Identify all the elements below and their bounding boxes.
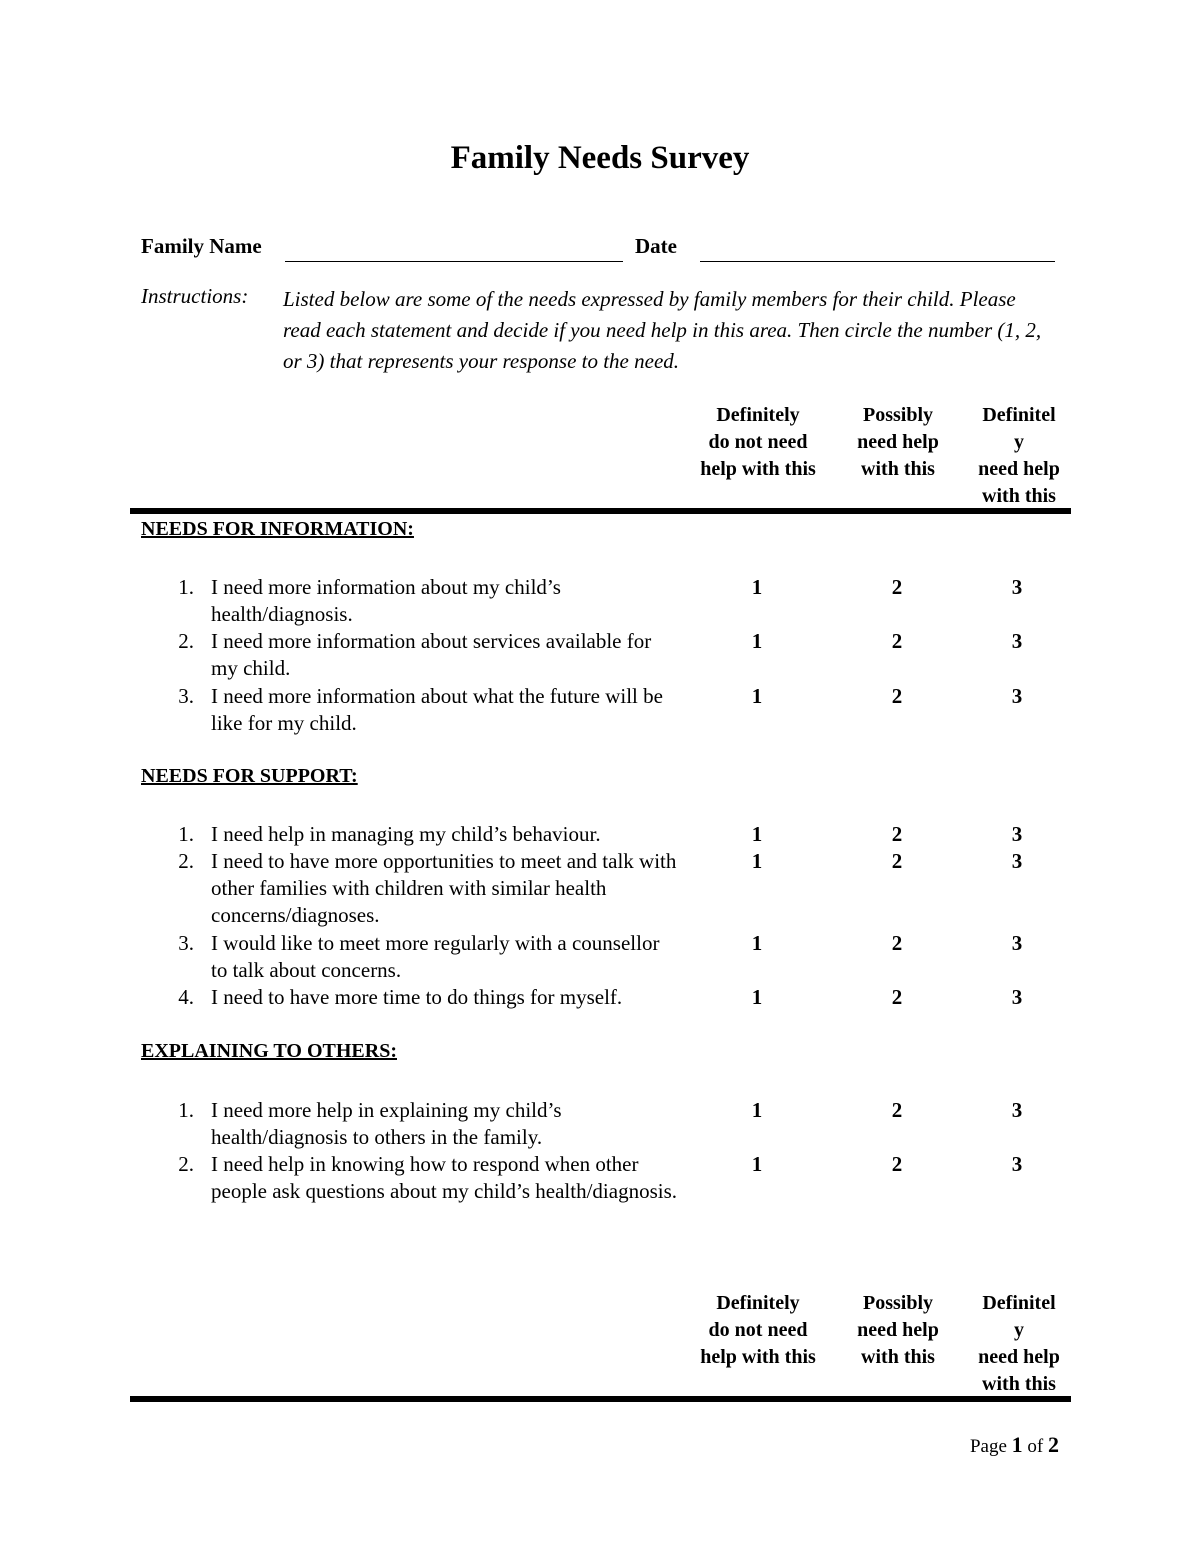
column-header-not-needed: Definitely do not need help with this xyxy=(700,1292,816,1368)
rating-3-option[interactable]: 3 xyxy=(1011,931,1023,955)
rating-3-option[interactable]: 3 xyxy=(1011,1098,1023,1122)
family-name-label: Family Name xyxy=(141,234,262,258)
rating-3-option[interactable]: 3 xyxy=(1011,629,1023,653)
item-text: I need more information about services available for my child. xyxy=(211,629,652,680)
item-text: I need more help in explaining my child’s health/diagnosis to others in the family. xyxy=(211,1098,562,1149)
column-header-possibly: Possibly need help with this xyxy=(857,1292,939,1368)
rating-2-option[interactable]: 2 xyxy=(891,849,903,873)
page-number xyxy=(970,1432,1059,1458)
rating-1-option[interactable]: 1 xyxy=(751,931,763,955)
rating-1-option[interactable]: 1 xyxy=(751,629,763,653)
rating-2-option[interactable]: 2 xyxy=(891,931,903,955)
rating-1-option[interactable]: 1 xyxy=(751,684,763,708)
rating-3-option[interactable]: 3 xyxy=(1011,1152,1023,1176)
item-number: 3. xyxy=(178,931,194,955)
item-number: 1. xyxy=(178,822,194,846)
footer-divider xyxy=(130,1396,1071,1402)
item-number: 2. xyxy=(178,1152,194,1176)
header-divider xyxy=(130,508,1071,514)
item-text: I would like to meet more regularly with a counsellor to talk about concerns. xyxy=(211,931,660,982)
rating-1-option[interactable]: 1 xyxy=(751,575,763,599)
date-label: Date xyxy=(635,234,677,258)
rating-1-option[interactable]: 1 xyxy=(751,1098,763,1122)
rating-3-option[interactable]: 3 xyxy=(1011,684,1023,708)
section-heading-information: NEEDS FOR INFORMATION: xyxy=(141,518,414,540)
family-name-field[interactable] xyxy=(285,233,623,262)
column-header-not-needed: Definitely do not need help with this xyxy=(700,404,816,480)
date-field[interactable] xyxy=(700,233,1055,262)
of-word: of xyxy=(1027,1436,1044,1457)
rating-2-option[interactable]: 2 xyxy=(891,629,903,653)
rating-2-option[interactable]: 2 xyxy=(891,1152,903,1176)
item-text: I need help in knowing how to respond when other people ask questions about my child’s health/diagnosis. xyxy=(211,1152,678,1203)
item-number: 2. xyxy=(178,849,194,873)
rating-3-option[interactable]: 3 xyxy=(1011,822,1023,846)
rating-3-option[interactable]: 3 xyxy=(1011,849,1023,873)
item-number: 1. xyxy=(178,575,194,599)
rating-2-option[interactable]: 2 xyxy=(891,1098,903,1122)
rating-2-option[interactable]: 2 xyxy=(891,985,903,1009)
rating-1-option[interactable]: 1 xyxy=(751,985,763,1009)
column-header-definitely: Definitel y need help with this xyxy=(978,1292,1060,1395)
rating-1-option[interactable]: 1 xyxy=(751,1152,763,1176)
section-heading-support: NEEDS FOR SUPPORT: xyxy=(141,765,358,787)
item-number: 3. xyxy=(178,684,194,708)
item-number: 4. xyxy=(178,985,194,1009)
item-number: 1. xyxy=(178,1098,194,1122)
item-text: I need more information about what the future will be like for my child. xyxy=(211,684,663,735)
rating-1-option[interactable]: 1 xyxy=(751,849,763,873)
page-word: Page xyxy=(969,1436,1007,1457)
rating-2-option[interactable]: 2 xyxy=(891,684,903,708)
rating-2-option[interactable]: 2 xyxy=(891,822,903,846)
column-header-definitely: Definitel y need help with this xyxy=(978,404,1060,507)
current-page: 1 xyxy=(1011,1432,1023,1457)
total-pages: 2 xyxy=(1048,1432,1059,1457)
rating-1-option[interactable]: 1 xyxy=(751,822,763,846)
item-text: I need help in managing my child’s behaviour. xyxy=(211,822,601,846)
rating-3-option[interactable]: 3 xyxy=(1011,575,1023,599)
instructions-text: Listed below are some of the needs expressed by family members for their child. Please read each statement and decide if you need help in this area. Then circle the number (1, 2, or 3) that represents your response to the need. xyxy=(283,287,1042,373)
item-text: I need to have more time to do things for myself. xyxy=(211,985,623,1009)
rating-2-option[interactable]: 2 xyxy=(891,575,903,599)
page-title: Family Needs Survey xyxy=(450,140,750,176)
column-header-possibly: Possibly need help with this xyxy=(857,404,939,480)
item-number: 2. xyxy=(178,629,194,653)
instructions-label: Instructions: xyxy=(141,284,249,308)
item-text: I need to have more opportunities to meet and talk with other families with children with similar health concerns/diagnoses. xyxy=(211,849,677,927)
section-heading-explaining: EXPLAINING TO OTHERS: xyxy=(141,1040,397,1062)
rating-3-option[interactable]: 3 xyxy=(1011,985,1023,1009)
item-text: I need more information about my child’s health/diagnosis. xyxy=(211,575,561,626)
